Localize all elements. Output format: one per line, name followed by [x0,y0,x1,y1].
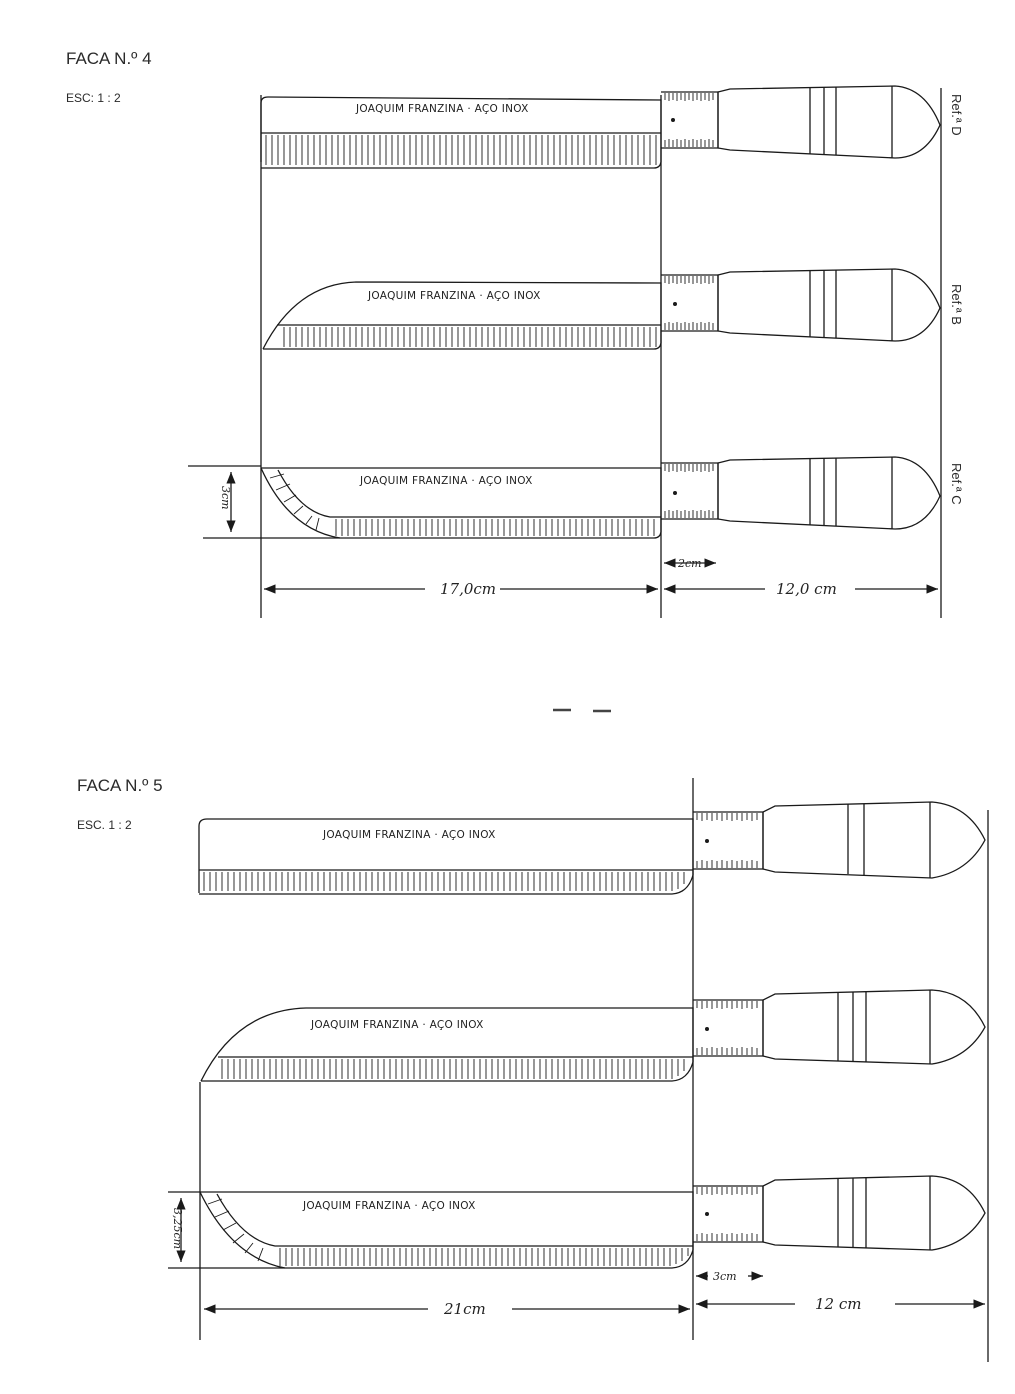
faca-5-title: FACA N.º 5 [77,776,163,795]
height-dimension-label: 3cm [219,486,232,510]
blade-engraving: JOAQUIM FRANZINA · AÇO INOX [303,1200,476,1212]
blade-engraving: JOAQUIM FRANZINA · AÇO INOX [356,103,529,115]
bolster-dimension-label: 3cm [713,1270,737,1283]
faca-4-section [66,49,964,618]
handle [718,269,940,341]
handle [763,802,985,878]
blade-dimension-label: 17,0cm [440,580,497,598]
bolster [693,812,763,869]
bolster-rivet [671,118,675,122]
handle [718,457,940,529]
handle-dimension-label: 12,0 cm [776,580,837,598]
bolster-knurl [665,276,713,330]
edge-bevel-hatching [284,327,656,347]
bolster-rivet [705,839,709,843]
knife-reference-label: Ref.ª C [949,463,964,505]
knife-5-rectangular [199,802,985,894]
bolster-rivet [705,1212,709,1216]
knife-5-curved-edge [200,1176,985,1268]
knife-reference-label: Ref.ª D [949,94,964,136]
bolster-rivet [673,491,677,495]
edge-bevel-hatching [204,872,684,891]
faca-5-scale: ESC. 1 : 2 [77,818,132,832]
knife-ref-b [263,269,964,349]
bolster-rivet [705,1027,709,1031]
blade-dimension-label: 21cm [444,1300,486,1318]
knife-ref-d [261,86,964,168]
knife-reference-label: Ref.ª B [949,284,964,325]
faca-4-dimensions [188,466,938,598]
edge-bevel-hatching [266,135,656,165]
edge-bevel-hatching [222,1059,684,1079]
faca-5-section [77,776,988,1362]
faca-4-title: FACA N.º 4 [66,49,152,68]
blade-engraving: JOAQUIM FRANZINA · AÇO INOX [311,1019,484,1031]
blade-engraving: JOAQUIM FRANZINA · AÇO INOX [360,475,533,487]
height-dimension-label: 3,25cm [171,1208,184,1250]
bolster-dimension-label: 2cm [678,557,702,570]
faca-4-scale: ESC: 1 : 2 [66,91,121,105]
blade-engraving: JOAQUIM FRANZINA · AÇO INOX [368,290,541,302]
bolster [693,1000,763,1056]
handle [763,990,985,1064]
bolster-rivet [673,302,677,306]
handle-dimension-label: 12 cm [815,1295,862,1313]
bolster-knurl [665,464,713,518]
faca-5-dimensions [168,1192,985,1318]
handle [718,86,940,158]
bolster [693,1186,763,1242]
knife-ref-c [261,457,964,538]
knife-5-curved-tip [201,990,985,1081]
blade-engraving: JOAQUIM FRANZINA · AÇO INOX [323,829,496,841]
handle [763,1176,985,1250]
